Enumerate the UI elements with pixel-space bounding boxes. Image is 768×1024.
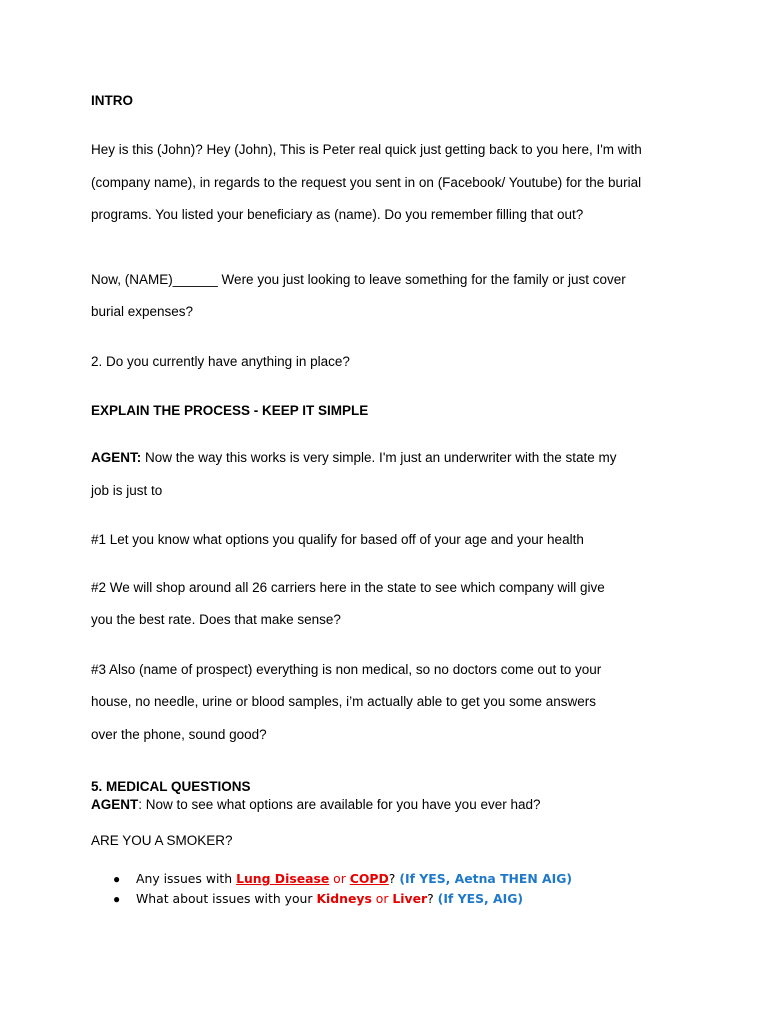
medical-heading: 5. MEDICAL QUESTIONS — [91, 779, 251, 794]
question-mark: ? — [427, 891, 438, 906]
process-item-3-line: house, no needle, urine or blood samples, i’m actually able to get you some answers — [91, 694, 597, 709]
agent-text: : Now to see what options are available for you have you ever had? — [138, 797, 541, 812]
condition-text: Lung Disease — [236, 871, 330, 886]
bullet-icon: ● — [113, 872, 121, 886]
connector-text: or — [371, 891, 393, 906]
carrier-note: (If YES, AIG) — [437, 891, 524, 906]
question-mark: ? — [388, 871, 400, 886]
name-question-line: burial expenses? — [91, 304, 194, 319]
condition-text: Liver — [392, 891, 428, 906]
agent-intro-line — [91, 450, 616, 466]
question-text: Any issues with — [136, 871, 237, 886]
current-coverage-question: 2. Do you currently have anything in place? — [91, 354, 350, 369]
list-item — [136, 891, 523, 907]
smoker-question: ARE YOU A SMOKER? — [91, 833, 233, 848]
name-question-line: Now, (NAME)______ Were you just looking to leave something for the family or just cover — [91, 272, 626, 287]
process-heading: EXPLAIN THE PROCESS - KEEP IT SIMPLE — [91, 403, 369, 418]
medical-agent-line — [91, 797, 541, 813]
intro-paragraph-line: (company name), in regards to the request you sent in on (Facebook/ Youtube) for the burial — [91, 175, 642, 190]
agent-label: AGENT: — [91, 450, 142, 465]
process-item-2-line: you the best rate. Does that make sense? — [91, 612, 341, 627]
bullet-icon: ● — [113, 892, 121, 906]
process-item-1: #1 Let you know what options you qualify for based off of your age and your health — [91, 532, 584, 547]
agent-label: AGENT — [91, 797, 139, 812]
question-text: What about issues with your — [136, 891, 317, 906]
process-item-3-line: over the phone, sound good? — [91, 727, 267, 742]
intro-paragraph-line: programs. You listed your beneficiary as (name). Do you remember filling that out? — [91, 207, 584, 222]
condition-text: Kidneys — [316, 891, 372, 906]
list-item — [136, 871, 572, 887]
intro-paragraph-line: Hey is this (John)? Hey (John), This is Peter real quick just getting back to you here, I'm with — [91, 142, 642, 157]
process-item-3-line: #3 Also (name of prospect) everything is non medical, so no doctors come out to your — [91, 662, 602, 677]
agent-intro-line: job is just to — [91, 483, 163, 498]
agent-text: Now the way this works is very simple. I'm just an underwriter with the state my — [141, 450, 617, 465]
connector-text: or — [329, 871, 350, 886]
condition-text: COPD — [349, 871, 389, 886]
carrier-note: (If YES, Aetna THEN AIG) — [399, 871, 573, 886]
process-item-2-line: #2 We will shop around all 26 carriers here in the state to see which company will give — [91, 580, 605, 595]
intro-heading: INTRO — [91, 93, 133, 108]
